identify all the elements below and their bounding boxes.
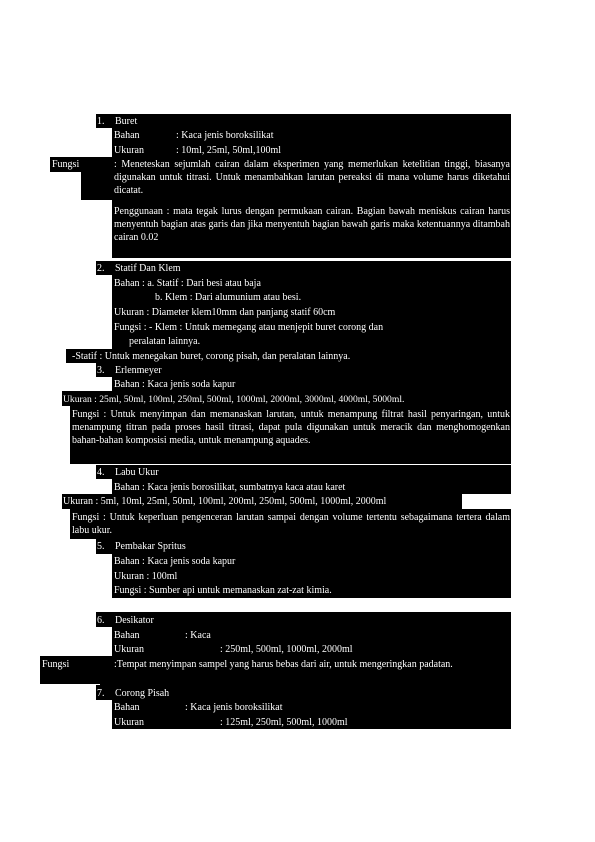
statif-title: Statif Dan Klem <box>115 263 181 274</box>
statif-fungsi-line1: Fungsi : - Klem : Untuk memegang atau menjepit buret corong dan <box>114 322 384 333</box>
buret-penggunaan-text: Penggunaan : mata tegak lurus dengan permukaan cairan. Bagian bawah meniskus cairan harus menyentuh bagian atas garis dan jika menyentuh bagian bawah garis maka ketentuannya ditambah cairan 0.02 <box>114 206 510 243</box>
buret-ukuran-label: Ukuran <box>114 145 144 156</box>
labu-title: Labu Ukur <box>115 467 159 478</box>
desikator-fungsi-text: :Tempat menyimpan sampel yang harus bebas dari air, untuk mengeringkan padatan. <box>114 659 453 670</box>
corong-number: 7. <box>97 688 105 699</box>
corong-bahan-label: Bahan <box>114 702 140 713</box>
pembakar-fungsi-line: Fungsi : Sumber api untuk memanaskan zat-zat kimia. <box>114 585 332 596</box>
desikator-title: Desikator <box>115 615 154 626</box>
statif-ukuran-line: Ukuran : Diameter klem10mm dan panjang statif 60cm <box>114 307 336 318</box>
desikator-bahan-value: : Kaca <box>185 630 211 641</box>
labu-bahan-line: Bahan : Kaca jenis borosilikat, sumbatnya kaca atau karet <box>114 482 346 493</box>
erlenmeyer-ukuran-line: Ukuran : 25ml, 50ml, 100ml, 250ml, 500ml, 1000ml, 2000ml, 3000ml, 4000ml, 5000ml. <box>63 394 405 405</box>
desikator-ukuran-label: Ukuran <box>114 644 144 655</box>
pembakar-ukuran-line: Ukuran : 100ml <box>114 571 178 582</box>
statif-bahan-line1: Bahan : a. Statif : Dari besi atau baja <box>114 278 261 289</box>
statif-number: 2. <box>97 263 105 274</box>
buret-fungsi-label: Fungsi <box>52 159 80 170</box>
buret-detail-block <box>112 128 511 158</box>
labu-fungsi-text: Fungsi : Untuk keperluan pengenceran larutan sampai dengan volume tertentu sebagaimana tertera dalam labu ukur. <box>72 512 510 536</box>
statif-statif-line: -Statif : Untuk menegakan buret, corong pisah, dan peralatan lainnya. <box>72 351 351 362</box>
corong-bahan-value: : Kaca jenis boroksilikat <box>185 702 283 713</box>
desikator-ukuran-value: : 250ml, 500ml, 1000ml, 2000ml <box>220 644 353 655</box>
pembakar-bahan-line: Bahan : Kaca jenis soda kapur <box>114 556 236 567</box>
desikator-header-block <box>96 612 511 627</box>
pembakar-number: 5. <box>97 541 105 552</box>
buret-bahan-label: Bahan <box>114 130 140 141</box>
corong-ukuran-label: Ukuran <box>114 717 144 728</box>
erlenmeyer-fungsi-text: Fungsi : Untuk menyimpan dan memanaskan larutan, untuk menampung filtrat hasil penyaringan, untuk menampung titran pada proses hasil titrasi, dapat pula digunakan untuk meracik dan menghomogenkan bahan-bahan komposisi media, untuk menampung aquades. <box>72 409 510 446</box>
corong-ukuran-value: : 125ml, 250ml, 500ml, 1000ml <box>220 717 348 728</box>
labu-number: 4. <box>97 467 105 478</box>
buret-bahan-value: : Kaca jenis boroksilikat <box>176 130 274 141</box>
buret-fungsi-text: : Meneteskan sejumlah cairan dalam eksperimen yang memerlukan ketelitian tinggi, biasanya digunakan untuk titrasi. Untuk menambahkan larutan pereaksi di mana volume harus diketahui dicatat. <box>114 159 510 196</box>
erlenmeyer-title: Erlenmeyer <box>115 365 162 376</box>
buret-number: 1. <box>97 116 105 127</box>
statif-bahan-line2: b. Klem : Dari alumunium atau besi. <box>155 292 302 303</box>
desikator-bahan-label: Bahan <box>114 630 140 641</box>
statif-fungsi-line2: peralatan lainnya. <box>129 336 201 347</box>
erlenmeyer-number: 3. <box>97 365 105 376</box>
desikator-number: 6. <box>97 615 105 626</box>
buret-title: Buret <box>115 116 138 127</box>
buret-header-block <box>96 114 511 128</box>
labu-ukuran-line: Ukuran : 5ml, 10ml, 25ml, 50ml, 100ml, 200ml, 250ml, 500ml, 1000ml, 2000ml <box>63 496 387 507</box>
erlenmeyer-bahan-line: Bahan : Kaca jenis soda kapur <box>114 379 236 390</box>
buret-ukuran-value: : 10ml, 25ml, 50ml,100ml <box>176 145 282 156</box>
pembakar-title: Pembakar Spritus <box>115 541 186 552</box>
desikator-fungsi-label: Fungsi <box>42 659 70 670</box>
corong-title: Corong Pisah <box>115 688 170 699</box>
